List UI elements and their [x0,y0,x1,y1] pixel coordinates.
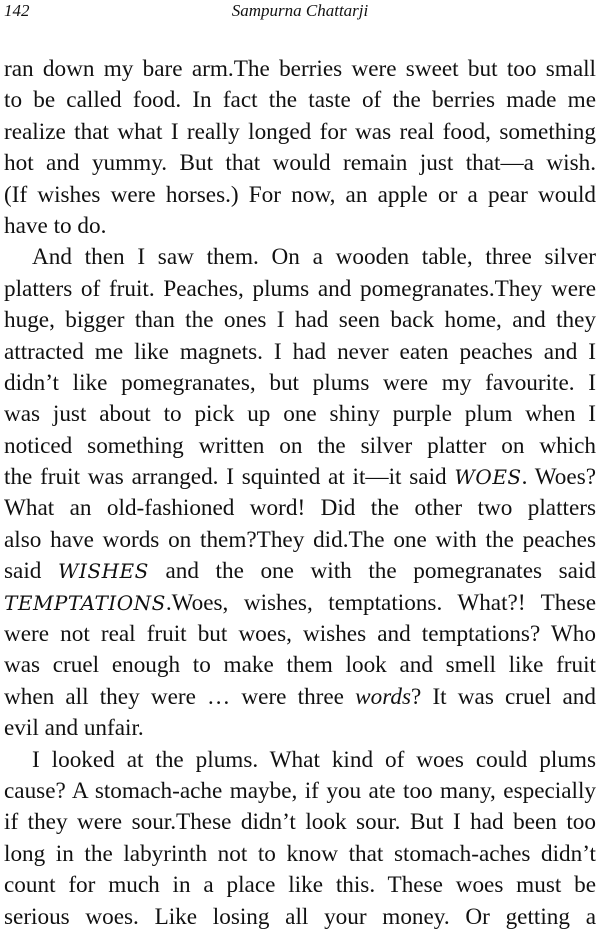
paragraph-3 [4,745,596,933]
text-line: evil and unfair. [4,715,144,742]
text-line: And then I saw them. On a wooden table, three silver [32,244,596,271]
text-line: have to do. [4,212,107,239]
text-line: also have words on them?They did.The one with the peaches [4,526,596,553]
blackletter-word-temptations: TEMPTATIONS [4,590,166,615]
text-segment: and the one with the pomegranates said [148,558,596,585]
text-line: to be called food. In fact the taste of the berries made me [4,87,596,114]
text-line: huge, bigger than the ones I had seen back home, and they [4,307,596,334]
text-line: attracted me like magnets. I had never eaten peaches and I [4,338,596,365]
text-line: hot and yummy. But that would remain just that—a wish. [4,150,596,177]
italic-word-words: words [355,683,411,710]
text-line: (If wishes were horses.) For now, an apple or a pear would [4,181,596,208]
body-text [4,54,596,933]
text-line: What an old-fashioned word! Did the other two platters [4,495,596,522]
running-title: Sampurna Chattarji [231,1,369,20]
text-line: realize that what I really longed for was real food, something [4,118,596,145]
text-line: noticed something written on the silver platter on which [4,432,596,459]
text-segment: ? It was cruel and [410,683,596,710]
text-line: long in the labyrinth not to know that stomach-aches didn’t [4,840,596,867]
paragraph-2 [4,242,596,744]
text-segment: . Woes? [521,464,597,491]
text-segment: when all they were … were three [4,683,356,710]
text-line: was just about to pick up one shiny purple plum when I [4,401,596,428]
text-line: serious woes. Like losing all your money. Or getting a [4,903,596,930]
text-line: count for much in a place like this. These woes must be [4,872,596,899]
text-line-with-word [4,556,596,587]
paragraph-1 [4,54,596,242]
text-line: I looked at the plums. What kind of woes could plums [32,746,596,773]
text-line: was cruel enough to make them look and smell like fruit [4,652,596,679]
text-line-with-word [4,462,596,493]
text-line: platters of fruit. Peaches, plums and pomegranates.They were [4,275,596,302]
blackletter-word-woes: WOES [454,465,522,490]
text-line-with-word [4,588,596,619]
blackletter-word-wishes: WISHES [57,559,149,584]
text-segment: .Woes, wishes, temptations. What?! These [165,589,596,616]
text-line: if they were sour.These didn’t look sour. But I had been too [4,809,596,836]
running-head [4,0,596,22]
page-number: 142 [4,1,30,20]
text-segment: said [4,558,58,585]
text-segment: the fruit was arranged. I squinted at it—it said [4,464,455,491]
text-line: didn’t like pomegranates, but plums were my favourite. I [4,369,596,396]
text-line: were not real fruit but woes, wishes and temptations? Who [4,621,596,648]
text-line: cause? A stomach-ache maybe, if you ate too many, especially [4,777,596,804]
text-line: ran down my bare arm.The berries were sweet but too small [4,56,596,82]
text-line-with-word [4,682,596,713]
